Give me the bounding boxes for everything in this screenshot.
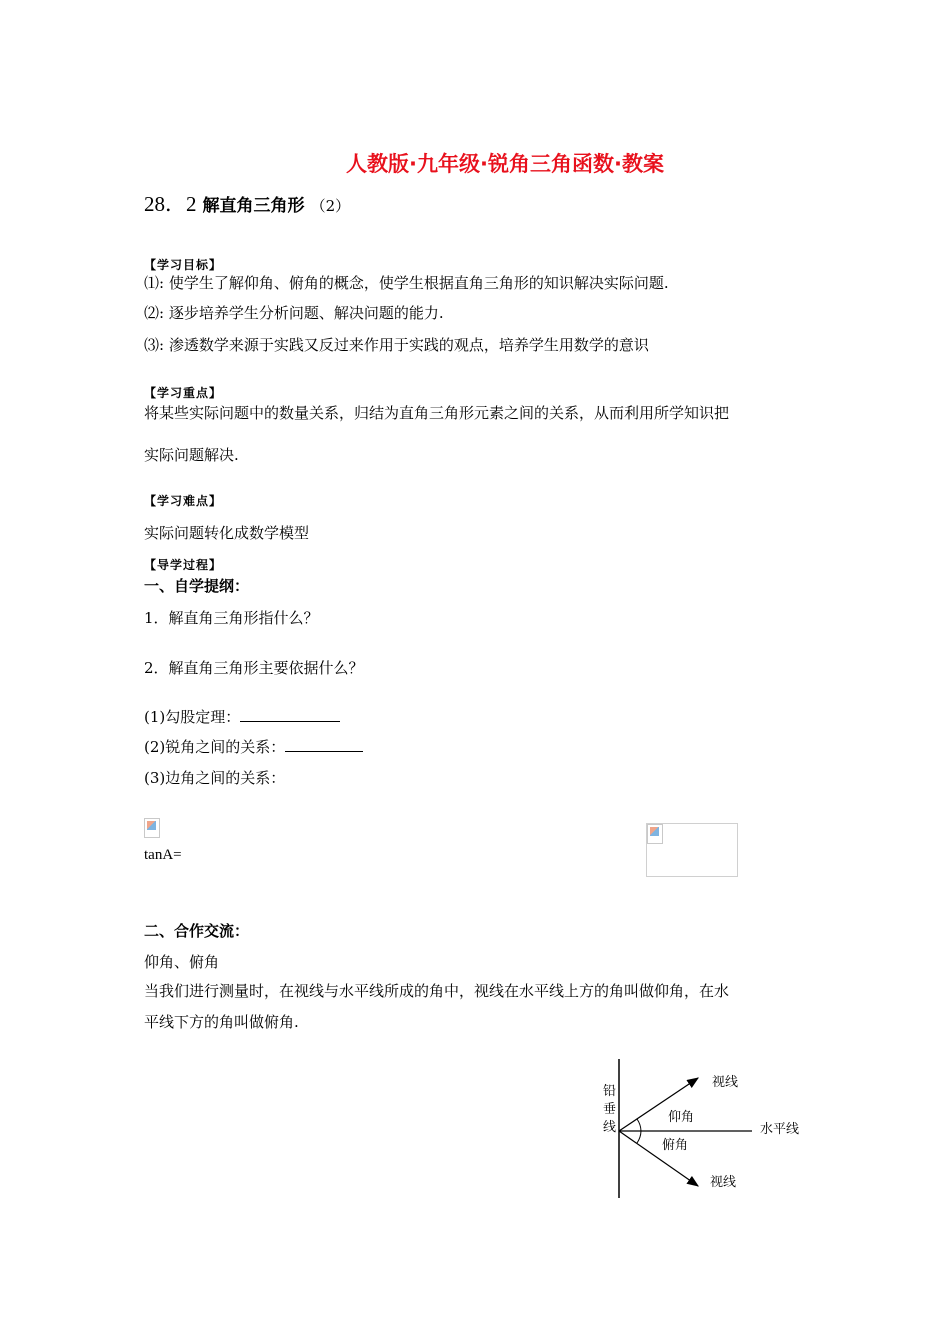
keypoints-tag: 【学习重点】 xyxy=(144,386,223,400)
process-tag: 【导学过程】 xyxy=(144,558,223,572)
answer-blank-1[interactable] xyxy=(240,707,340,722)
elevation-label: 仰角 xyxy=(668,1110,695,1125)
objective-3: ⑶: 渗透数学来源于实践又反过来作用于实践的观点，培养学生用数学的意识 xyxy=(144,336,649,354)
section-2-heading: 二、合作交流： xyxy=(144,922,250,940)
plumb-label-char-2: 垂 xyxy=(603,1102,617,1117)
question-2: 2．解直角三角形主要依据什么？ xyxy=(144,659,364,677)
difficulty-tag: 【学习难点】 xyxy=(144,494,223,508)
objectives-tag: 【学习目标】 xyxy=(144,258,223,272)
lesson-number: 28．2 xyxy=(144,192,197,216)
definition-line-1: 当我们进行测量时，在视线与水平线所成的角中，视线在水平线上方的角叫做仰角，在水 xyxy=(144,982,730,1000)
lesson-heading xyxy=(144,188,350,218)
plumb-label-char-1: 铅 xyxy=(603,1084,617,1099)
relation-1 xyxy=(144,706,340,727)
image-placeholder-icon xyxy=(144,818,160,838)
lesson-part: （2） xyxy=(310,197,351,215)
definition-line-2: 平线下方的角叫做俯角. xyxy=(144,1013,299,1031)
depression-label: 俯角 xyxy=(662,1138,689,1153)
relation-2-label: (2)锐角之间的关系： xyxy=(144,738,286,756)
difficulty-text: 实际问题转化成数学模型 xyxy=(144,524,310,542)
relation-1-label: (1)勾股定理： xyxy=(144,708,241,726)
page-title: 人教版·九年级·锐角三角函数·教案 xyxy=(346,152,664,176)
horizontal-label: 水平线 xyxy=(760,1122,800,1137)
section-1-heading: 一、自学提纲： xyxy=(144,577,250,595)
elevation-arc xyxy=(637,1119,641,1131)
plumb-label-char-3: 线 xyxy=(603,1120,617,1135)
subtitle-angles: 仰角、俯角 xyxy=(144,953,220,971)
sight-line-down-label: 视线 xyxy=(710,1175,737,1190)
objective-1: ⑴: 使学生了解仰角、俯角的概念，使学生根据直角三角形的知识解决实际问题. xyxy=(144,274,669,292)
keypoints-line-2: 实际问题解决. xyxy=(144,446,239,464)
objective-2: ⑵: 逐步培养学生分析问题、解决问题的能力. xyxy=(144,304,444,322)
sight-line-up-label: 视线 xyxy=(712,1075,739,1090)
angle-diagram xyxy=(590,1055,820,1205)
depression-arc xyxy=(637,1131,641,1143)
keypoints-line-1: 将某些实际问题中的数量关系，归结为直角三角形元素之间的关系，从而利用所学知识把 xyxy=(144,404,730,422)
image-placeholder-icon xyxy=(647,824,663,844)
question-1: 1．解直角三角形指什么？ xyxy=(144,609,319,627)
tan-formula: tanA= xyxy=(144,847,182,863)
answer-blank-2[interactable] xyxy=(285,737,363,752)
lesson-name: 解直角三角形 xyxy=(202,196,305,216)
relation-2 xyxy=(144,736,363,757)
relation-3: (3)边角之间的关系： xyxy=(144,769,286,787)
